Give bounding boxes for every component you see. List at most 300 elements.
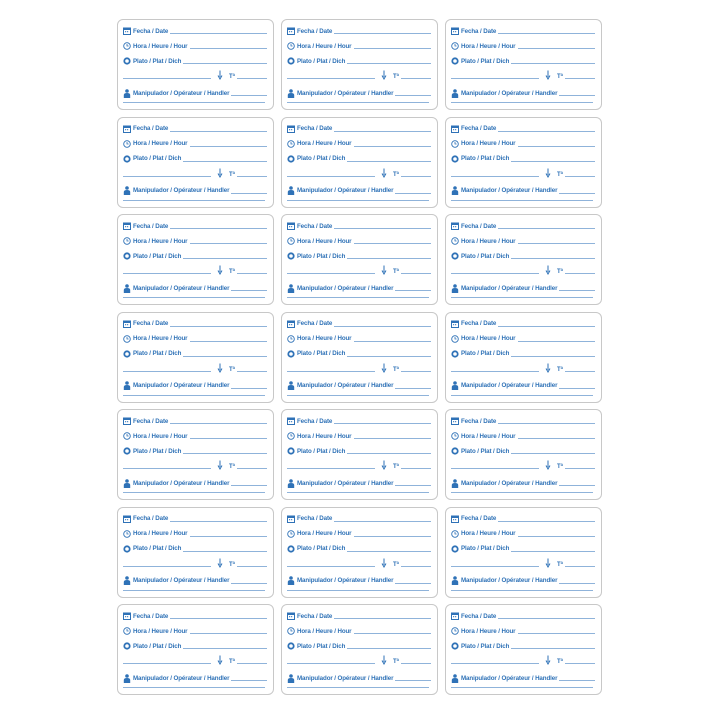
food-label — [117, 312, 274, 403]
hour-label: Hora / Heure / Hour — [461, 530, 516, 538]
dish-row — [123, 251, 267, 260]
temperature-label: Tª — [393, 366, 399, 373]
hour-label: Hora / Heure / Hour — [133, 530, 188, 538]
hour-field-line — [518, 48, 596, 49]
extra-field-line — [451, 297, 593, 298]
clock-icon — [451, 42, 459, 50]
handler-row — [123, 673, 267, 682]
person-icon — [287, 674, 295, 682]
hour-row — [287, 41, 431, 50]
date-label: Fecha / Date — [461, 125, 497, 133]
temperature-field-line — [287, 663, 375, 664]
handler-label: Manipulador / Opérateur / Handler — [133, 382, 230, 390]
hour-field-line — [190, 633, 268, 634]
thermometer-icon — [381, 265, 391, 275]
date-label: Fecha / Date — [461, 320, 497, 328]
temperature-label: Tª — [229, 561, 235, 568]
date-label: Fecha / Date — [133, 320, 169, 328]
handler-row — [287, 673, 431, 682]
temperature-value-line — [401, 78, 431, 79]
extra-field-line — [287, 200, 429, 201]
thermometer-icon — [381, 168, 391, 178]
date-row — [287, 611, 431, 620]
date-field-line — [498, 33, 595, 34]
temperature-row — [287, 168, 431, 178]
hour-label: Hora / Heure / Hour — [133, 335, 188, 343]
date-field-line — [170, 326, 267, 327]
food-label — [445, 214, 602, 305]
date-row — [123, 221, 267, 230]
hour-field-line — [354, 438, 432, 439]
thermometer-icon — [217, 168, 227, 178]
date-row — [287, 319, 431, 328]
extra-field-line — [287, 687, 429, 688]
hour-field-line — [518, 341, 596, 342]
handler-field-line — [395, 388, 431, 389]
handler-label: Manipulador / Opérateur / Handler — [461, 479, 558, 487]
extra-field-line — [451, 200, 593, 201]
temperature-field-line — [123, 663, 211, 664]
temperature-field-line — [287, 176, 375, 177]
hour-label: Hora / Heure / Hour — [461, 237, 516, 245]
dish-icon — [123, 155, 131, 163]
temperature-row — [451, 558, 595, 568]
temperature-value-line — [237, 468, 267, 469]
date-label: Fecha / Date — [133, 27, 169, 35]
calendar-icon — [123, 612, 131, 620]
temperature-row — [123, 265, 267, 275]
handler-field-line — [559, 193, 595, 194]
temperature-value-line — [401, 468, 431, 469]
thermometer-icon — [545, 460, 555, 470]
temperature-field-line — [451, 468, 539, 469]
extra-field-line — [123, 102, 265, 103]
hour-label: Hora / Heure / Hour — [297, 432, 352, 440]
clock-icon — [287, 140, 295, 148]
handler-row — [451, 283, 595, 292]
hour-field-line — [354, 146, 432, 147]
date-field-line — [498, 423, 595, 424]
handler-field-line — [395, 583, 431, 584]
handler-field-line — [395, 290, 431, 291]
person-icon — [451, 479, 459, 487]
temperature-field-line — [451, 78, 539, 79]
date-row — [451, 514, 595, 523]
handler-label: Manipulador / Opérateur / Handler — [297, 284, 394, 292]
clock-icon — [451, 335, 459, 343]
temperature-value-line — [565, 663, 595, 664]
temperature-row — [123, 168, 267, 178]
dish-icon — [451, 447, 459, 455]
thermometer-icon — [545, 363, 555, 373]
temperature-value-line — [237, 78, 267, 79]
hour-label: Hora / Heure / Hour — [461, 432, 516, 440]
thermometer-icon — [217, 363, 227, 373]
dish-row — [451, 446, 595, 455]
dish-field-line — [183, 161, 267, 162]
dish-label: Plato / Plat / Dich — [297, 545, 346, 553]
temperature-label: Tª — [557, 659, 563, 665]
clock-icon — [287, 627, 295, 635]
date-label: Fecha / Date — [461, 515, 497, 523]
date-field-line — [170, 131, 267, 132]
calendar-icon — [287, 417, 295, 425]
dish-icon — [287, 155, 295, 163]
thermometer-icon — [381, 460, 391, 470]
temperature-row — [123, 460, 267, 470]
date-row — [287, 26, 431, 35]
date-field-line — [498, 228, 595, 229]
date-label: Fecha / Date — [461, 612, 497, 620]
calendar-icon — [287, 612, 295, 620]
handler-field-line — [231, 583, 267, 584]
date-field-line — [170, 423, 267, 424]
hour-row — [287, 626, 431, 635]
handler-label: Manipulador / Opérateur / Handler — [133, 187, 230, 195]
thermometer-icon — [217, 558, 227, 568]
calendar-icon — [123, 222, 131, 230]
clock-icon — [287, 335, 295, 343]
dish-row — [451, 154, 595, 163]
temperature-value-line — [401, 566, 431, 567]
hour-field-line — [190, 146, 268, 147]
date-row — [123, 611, 267, 620]
handler-label: Manipulador / Opérateur / Handler — [297, 674, 394, 682]
temperature-value-line — [565, 371, 595, 372]
date-field-line — [334, 521, 431, 522]
handler-field-line — [395, 485, 431, 486]
dish-field-line — [347, 161, 431, 162]
date-row — [287, 221, 431, 230]
hour-field-line — [354, 48, 432, 49]
thermometer-icon — [381, 363, 391, 373]
temperature-value-line — [401, 663, 431, 664]
date-label: Fecha / Date — [133, 417, 169, 425]
food-label — [445, 604, 602, 695]
food-label — [281, 117, 438, 208]
temperature-row — [451, 655, 595, 665]
date-label: Fecha / Date — [297, 417, 333, 425]
hour-label: Hora / Heure / Hour — [297, 42, 352, 50]
person-icon — [123, 577, 131, 585]
dish-icon — [451, 545, 459, 553]
date-field-line — [334, 326, 431, 327]
dish-icon — [123, 252, 131, 260]
thermometer-icon — [217, 655, 227, 665]
extra-field-line — [451, 687, 593, 688]
hour-row — [123, 626, 267, 635]
temperature-value-line — [237, 663, 267, 664]
thermometer-icon — [545, 655, 555, 665]
temperature-field-line — [451, 273, 539, 274]
hour-row — [123, 334, 267, 343]
temperature-value-line — [401, 273, 431, 274]
handler-field-line — [559, 485, 595, 486]
thermometer-icon — [217, 460, 227, 470]
handler-label: Manipulador / Opérateur / Handler — [133, 479, 230, 487]
food-label — [117, 19, 274, 110]
clock-icon — [123, 140, 131, 148]
calendar-icon — [287, 222, 295, 230]
dish-row — [287, 349, 431, 358]
person-icon — [287, 89, 295, 97]
temperature-row — [287, 70, 431, 80]
person-icon — [287, 187, 295, 195]
hour-label: Hora / Heure / Hour — [133, 627, 188, 635]
dish-icon — [287, 447, 295, 455]
dish-row — [287, 446, 431, 455]
temperature-value-line — [565, 468, 595, 469]
date-row — [451, 416, 595, 425]
clock-icon — [123, 432, 131, 440]
dish-label: Plato / Plat / Dich — [461, 57, 510, 65]
handler-label: Manipulador / Opérateur / Handler — [297, 89, 394, 97]
dish-field-line — [347, 356, 431, 357]
dish-icon — [123, 642, 131, 650]
handler-label: Manipulador / Opérateur / Handler — [133, 284, 230, 292]
dish-label: Plato / Plat / Dich — [461, 545, 510, 553]
thermometer-icon — [381, 558, 391, 568]
handler-label: Manipulador / Opérateur / Handler — [461, 382, 558, 390]
dish-row — [287, 56, 431, 65]
dish-row — [123, 56, 267, 65]
date-field-line — [334, 423, 431, 424]
temperature-label: Tª — [229, 74, 235, 80]
dish-label: Plato / Plat / Dich — [461, 447, 510, 455]
date-field-line — [170, 521, 267, 522]
calendar-icon — [123, 125, 131, 133]
person-icon — [123, 284, 131, 292]
temperature-label: Tª — [557, 366, 563, 373]
temperature-field-line — [287, 566, 375, 567]
extra-field-line — [287, 102, 429, 103]
dish-label: Plato / Plat / Dich — [133, 447, 182, 455]
dish-field-line — [511, 356, 595, 357]
hour-row — [123, 139, 267, 148]
clock-icon — [123, 237, 131, 245]
hour-label: Hora / Heure / Hour — [297, 335, 352, 343]
handler-row — [123, 283, 267, 292]
date-field-line — [498, 326, 595, 327]
handler-label: Manipulador / Opérateur / Handler — [133, 577, 230, 585]
dish-icon — [287, 57, 295, 65]
handler-row — [451, 576, 595, 585]
dish-label: Plato / Plat / Dich — [297, 57, 346, 65]
handler-row — [287, 88, 431, 97]
person-icon — [451, 674, 459, 682]
temperature-label: Tª — [557, 171, 563, 178]
hour-row — [451, 236, 595, 245]
handler-field-line — [231, 290, 267, 291]
clock-icon — [123, 42, 131, 50]
food-label — [117, 507, 274, 598]
handler-field-line — [231, 485, 267, 486]
temperature-field-line — [287, 78, 375, 79]
clock-icon — [123, 335, 131, 343]
thermometer-icon — [545, 168, 555, 178]
temperature-label: Tª — [229, 464, 235, 470]
dish-label: Plato / Plat / Dich — [133, 57, 182, 65]
date-row — [451, 611, 595, 620]
handler-row — [451, 478, 595, 487]
hour-row — [451, 41, 595, 50]
dish-row — [123, 544, 267, 553]
date-label: Fecha / Date — [461, 417, 497, 425]
hour-row — [451, 431, 595, 440]
temperature-value-line — [401, 371, 431, 372]
dish-row — [287, 641, 431, 650]
handler-label: Manipulador / Opérateur / Handler — [297, 577, 394, 585]
dish-field-line — [511, 551, 595, 552]
temperature-row — [287, 558, 431, 568]
person-icon — [123, 89, 131, 97]
handler-label: Manipulador / Opérateur / Handler — [461, 187, 558, 195]
date-label: Fecha / Date — [133, 222, 169, 230]
hour-row — [451, 334, 595, 343]
extra-field-line — [451, 492, 593, 493]
hour-field-line — [190, 438, 268, 439]
date-row — [287, 416, 431, 425]
extra-field-line — [451, 102, 593, 103]
date-label: Fecha / Date — [461, 222, 497, 230]
hour-row — [287, 236, 431, 245]
dish-row — [451, 544, 595, 553]
handler-label: Manipulador / Opérateur / Handler — [297, 479, 394, 487]
handler-label: Manipulador / Opérateur / Handler — [461, 284, 558, 292]
dish-field-line — [511, 453, 595, 454]
hour-label: Hora / Heure / Hour — [133, 42, 188, 50]
hour-row — [123, 41, 267, 50]
dish-row — [451, 349, 595, 358]
temperature-field-line — [451, 371, 539, 372]
date-field-line — [498, 618, 595, 619]
temperature-label: Tª — [393, 659, 399, 665]
extra-field-line — [123, 492, 265, 493]
thermometer-icon — [217, 265, 227, 275]
handler-field-line — [231, 193, 267, 194]
dish-icon — [123, 57, 131, 65]
dish-icon — [123, 350, 131, 358]
dish-field-line — [511, 258, 595, 259]
calendar-icon — [451, 515, 459, 523]
food-label — [281, 214, 438, 305]
calendar-icon — [451, 612, 459, 620]
food-label — [445, 409, 602, 500]
date-row — [287, 514, 431, 523]
date-field-line — [170, 618, 267, 619]
extra-field-line — [123, 297, 265, 298]
temperature-value-line — [565, 78, 595, 79]
dish-field-line — [511, 63, 595, 64]
extra-field-line — [451, 395, 593, 396]
temperature-value-line — [565, 273, 595, 274]
temperature-label: Tª — [557, 269, 563, 275]
dish-icon — [287, 545, 295, 553]
hour-row — [123, 431, 267, 440]
food-label — [281, 312, 438, 403]
thermometer-icon — [545, 70, 555, 80]
clock-icon — [451, 140, 459, 148]
handler-field-line — [559, 290, 595, 291]
date-field-line — [334, 228, 431, 229]
dish-label: Plato / Plat / Dich — [297, 155, 346, 163]
date-row — [123, 26, 267, 35]
temperature-row — [451, 265, 595, 275]
temperature-row — [123, 558, 267, 568]
hour-row — [451, 139, 595, 148]
date-row — [451, 124, 595, 133]
date-label: Fecha / Date — [297, 222, 333, 230]
extra-field-line — [123, 200, 265, 201]
food-label — [281, 604, 438, 695]
extra-field-line — [287, 297, 429, 298]
handler-row — [123, 478, 267, 487]
dish-row — [451, 641, 595, 650]
calendar-icon — [287, 515, 295, 523]
handler-field-line — [559, 388, 595, 389]
person-icon — [451, 382, 459, 390]
date-label: Fecha / Date — [133, 612, 169, 620]
dish-field-line — [183, 648, 267, 649]
temperature-row — [287, 265, 431, 275]
dish-field-line — [511, 161, 595, 162]
hour-field-line — [518, 146, 596, 147]
clock-icon — [451, 432, 459, 440]
label-sheet — [117, 19, 603, 701]
temperature-value-line — [237, 273, 267, 274]
dish-field-line — [347, 551, 431, 552]
dish-label: Plato / Plat / Dich — [461, 350, 510, 358]
temperature-label: Tª — [557, 74, 563, 80]
temperature-row — [287, 363, 431, 373]
dish-label: Plato / Plat / Dich — [297, 642, 346, 650]
temperature-field-line — [287, 273, 375, 274]
food-label — [445, 507, 602, 598]
dish-row — [123, 349, 267, 358]
hour-row — [287, 334, 431, 343]
handler-row — [123, 576, 267, 585]
temperature-field-line — [123, 273, 211, 274]
food-label — [117, 604, 274, 695]
temperature-label: Tª — [393, 464, 399, 470]
clock-icon — [123, 530, 131, 538]
date-row — [123, 124, 267, 133]
handler-row — [287, 576, 431, 585]
temperature-row — [123, 70, 267, 80]
dish-label: Plato / Plat / Dich — [297, 447, 346, 455]
thermometer-icon — [545, 558, 555, 568]
person-icon — [123, 674, 131, 682]
hour-row — [287, 139, 431, 148]
hour-label: Hora / Heure / Hour — [297, 237, 352, 245]
date-field-line — [498, 131, 595, 132]
handler-row — [451, 88, 595, 97]
handler-row — [287, 283, 431, 292]
hour-label: Hora / Heure / Hour — [133, 140, 188, 148]
calendar-icon — [287, 27, 295, 35]
extra-field-line — [287, 492, 429, 493]
handler-label: Manipulador / Opérateur / Handler — [297, 382, 394, 390]
handler-row — [123, 186, 267, 195]
extra-field-line — [123, 395, 265, 396]
thermometer-icon — [217, 70, 227, 80]
dish-label: Plato / Plat / Dich — [133, 252, 182, 260]
temperature-value-line — [237, 371, 267, 372]
person-icon — [287, 284, 295, 292]
date-field-line — [170, 228, 267, 229]
dish-label: Plato / Plat / Dich — [297, 350, 346, 358]
thermometer-icon — [381, 655, 391, 665]
